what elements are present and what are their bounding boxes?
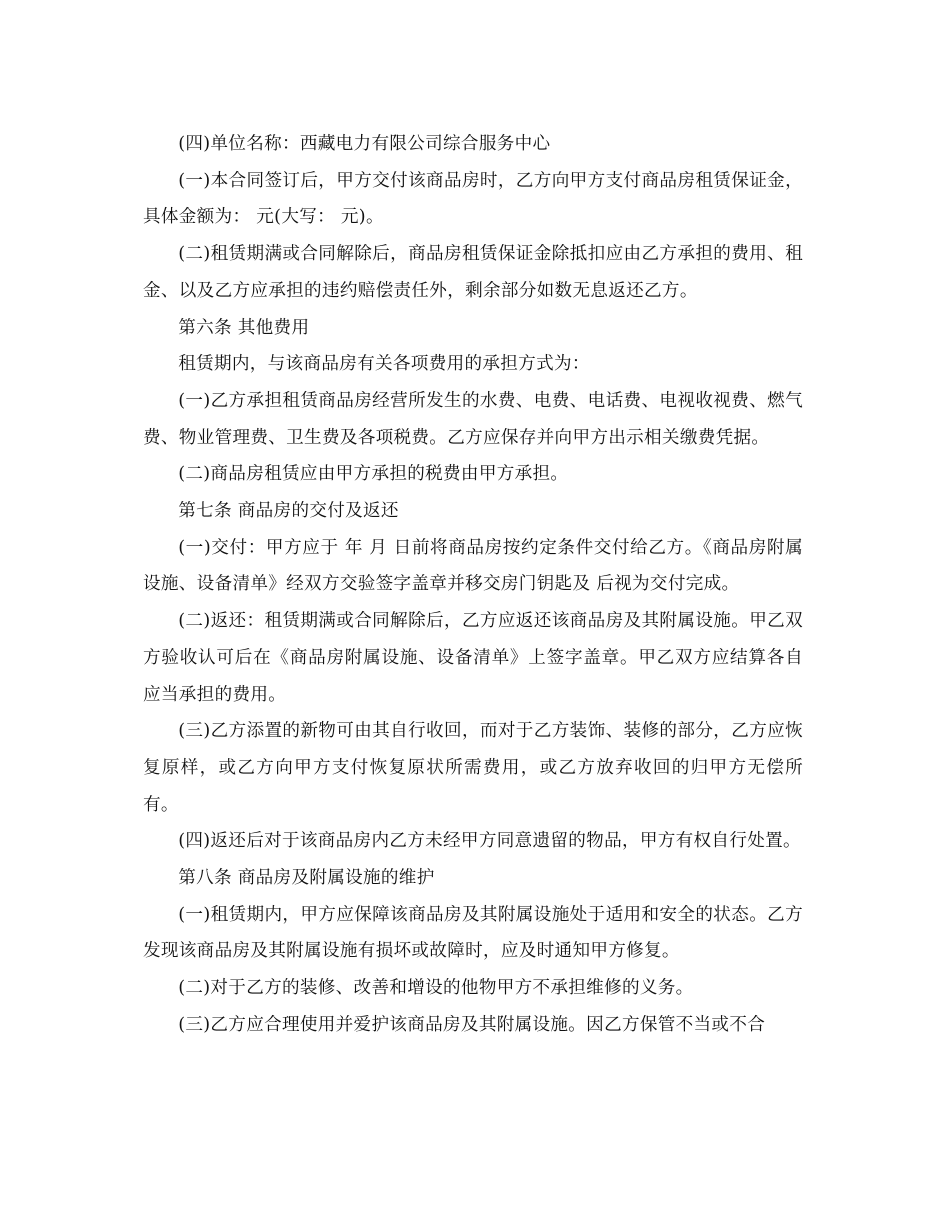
paragraph: (二)对于乙方的装修、改善和增设的他物甲方不承担维修的义务。 [178, 978, 694, 999]
paragraph: 租赁期内，与该商品房有关各项费用的承担方式为： [178, 354, 590, 375]
paragraph: (四)单位名称：西藏电力有限公司综合服务中心 [178, 134, 551, 154]
paragraph: (二)租赁期满或合同解除后，商品房租赁保证金除抵扣应由乙方承担的费用、租金、以及乙方应承担的违约赔偿责任外，剩余部分如数无息返还乙方。 [143, 244, 803, 301]
section-heading: 第八条 商品房及附属设施的维护 [178, 868, 435, 889]
paragraph: (一)租赁期内，甲方应保障该商品房及其附属设施处于适用和安全的状态。乙方发现该商品房及其附属设施有损坏或故障时，应及时通知甲方修复。 [143, 904, 803, 962]
paragraph: (一)交付：甲方应于 年 月 日前将商品房按约定条件交付给乙方。《商品房附属设施、设备清单》经双方交验签字盖章并移交房门钥匙及 后视为交付完成。 [143, 537, 803, 595]
paragraph: (一)本合同签订后，甲方交付该商品房时，乙方向甲方支付商品房租赁保证金，具体金额为： 元(大写： 元)。 [143, 170, 803, 228]
paragraph: (一)乙方承担租赁商品房经营所发生的水费、电费、电话费、电视收视费、燃气费、物业管理费、卫生费及各项税费。乙方应保存并向甲方出示相关缴费凭据。 [143, 390, 803, 448]
document-body [143, 126, 803, 1044]
section-heading: 第七条 商品房的交付及返还 [178, 501, 399, 522]
paragraph: (三)乙方添置的新物可由其自行收回，而对于乙方装饰、装修的部分，乙方应恢复原样，或乙方向甲方支付恢复原状所需费用，或乙方放弃收回的归甲方无偿所有。 [143, 721, 803, 815]
section-heading: 第六条 其他费用 [178, 317, 310, 338]
paragraph: (二)返还：租赁期满或合同解除后，乙方应返还该商品房及其附属设施。甲乙双方验收认可后在《商品房附属设施、设备清单》上签字盖章。甲乙双方应结算各自应当承担的费用。 [143, 611, 803, 705]
paragraph: (三)乙方应合理使用并爱护该商品房及其附属设施。因乙方保管不当或不合 [178, 1014, 766, 1035]
paragraph: (二)商品房租赁应由甲方承担的税费由甲方承担。 [178, 464, 569, 485]
paragraph: (四)返还后对于该商品房内乙方未经甲方同意遗留的物品，甲方有权自行处置。 [178, 831, 801, 852]
